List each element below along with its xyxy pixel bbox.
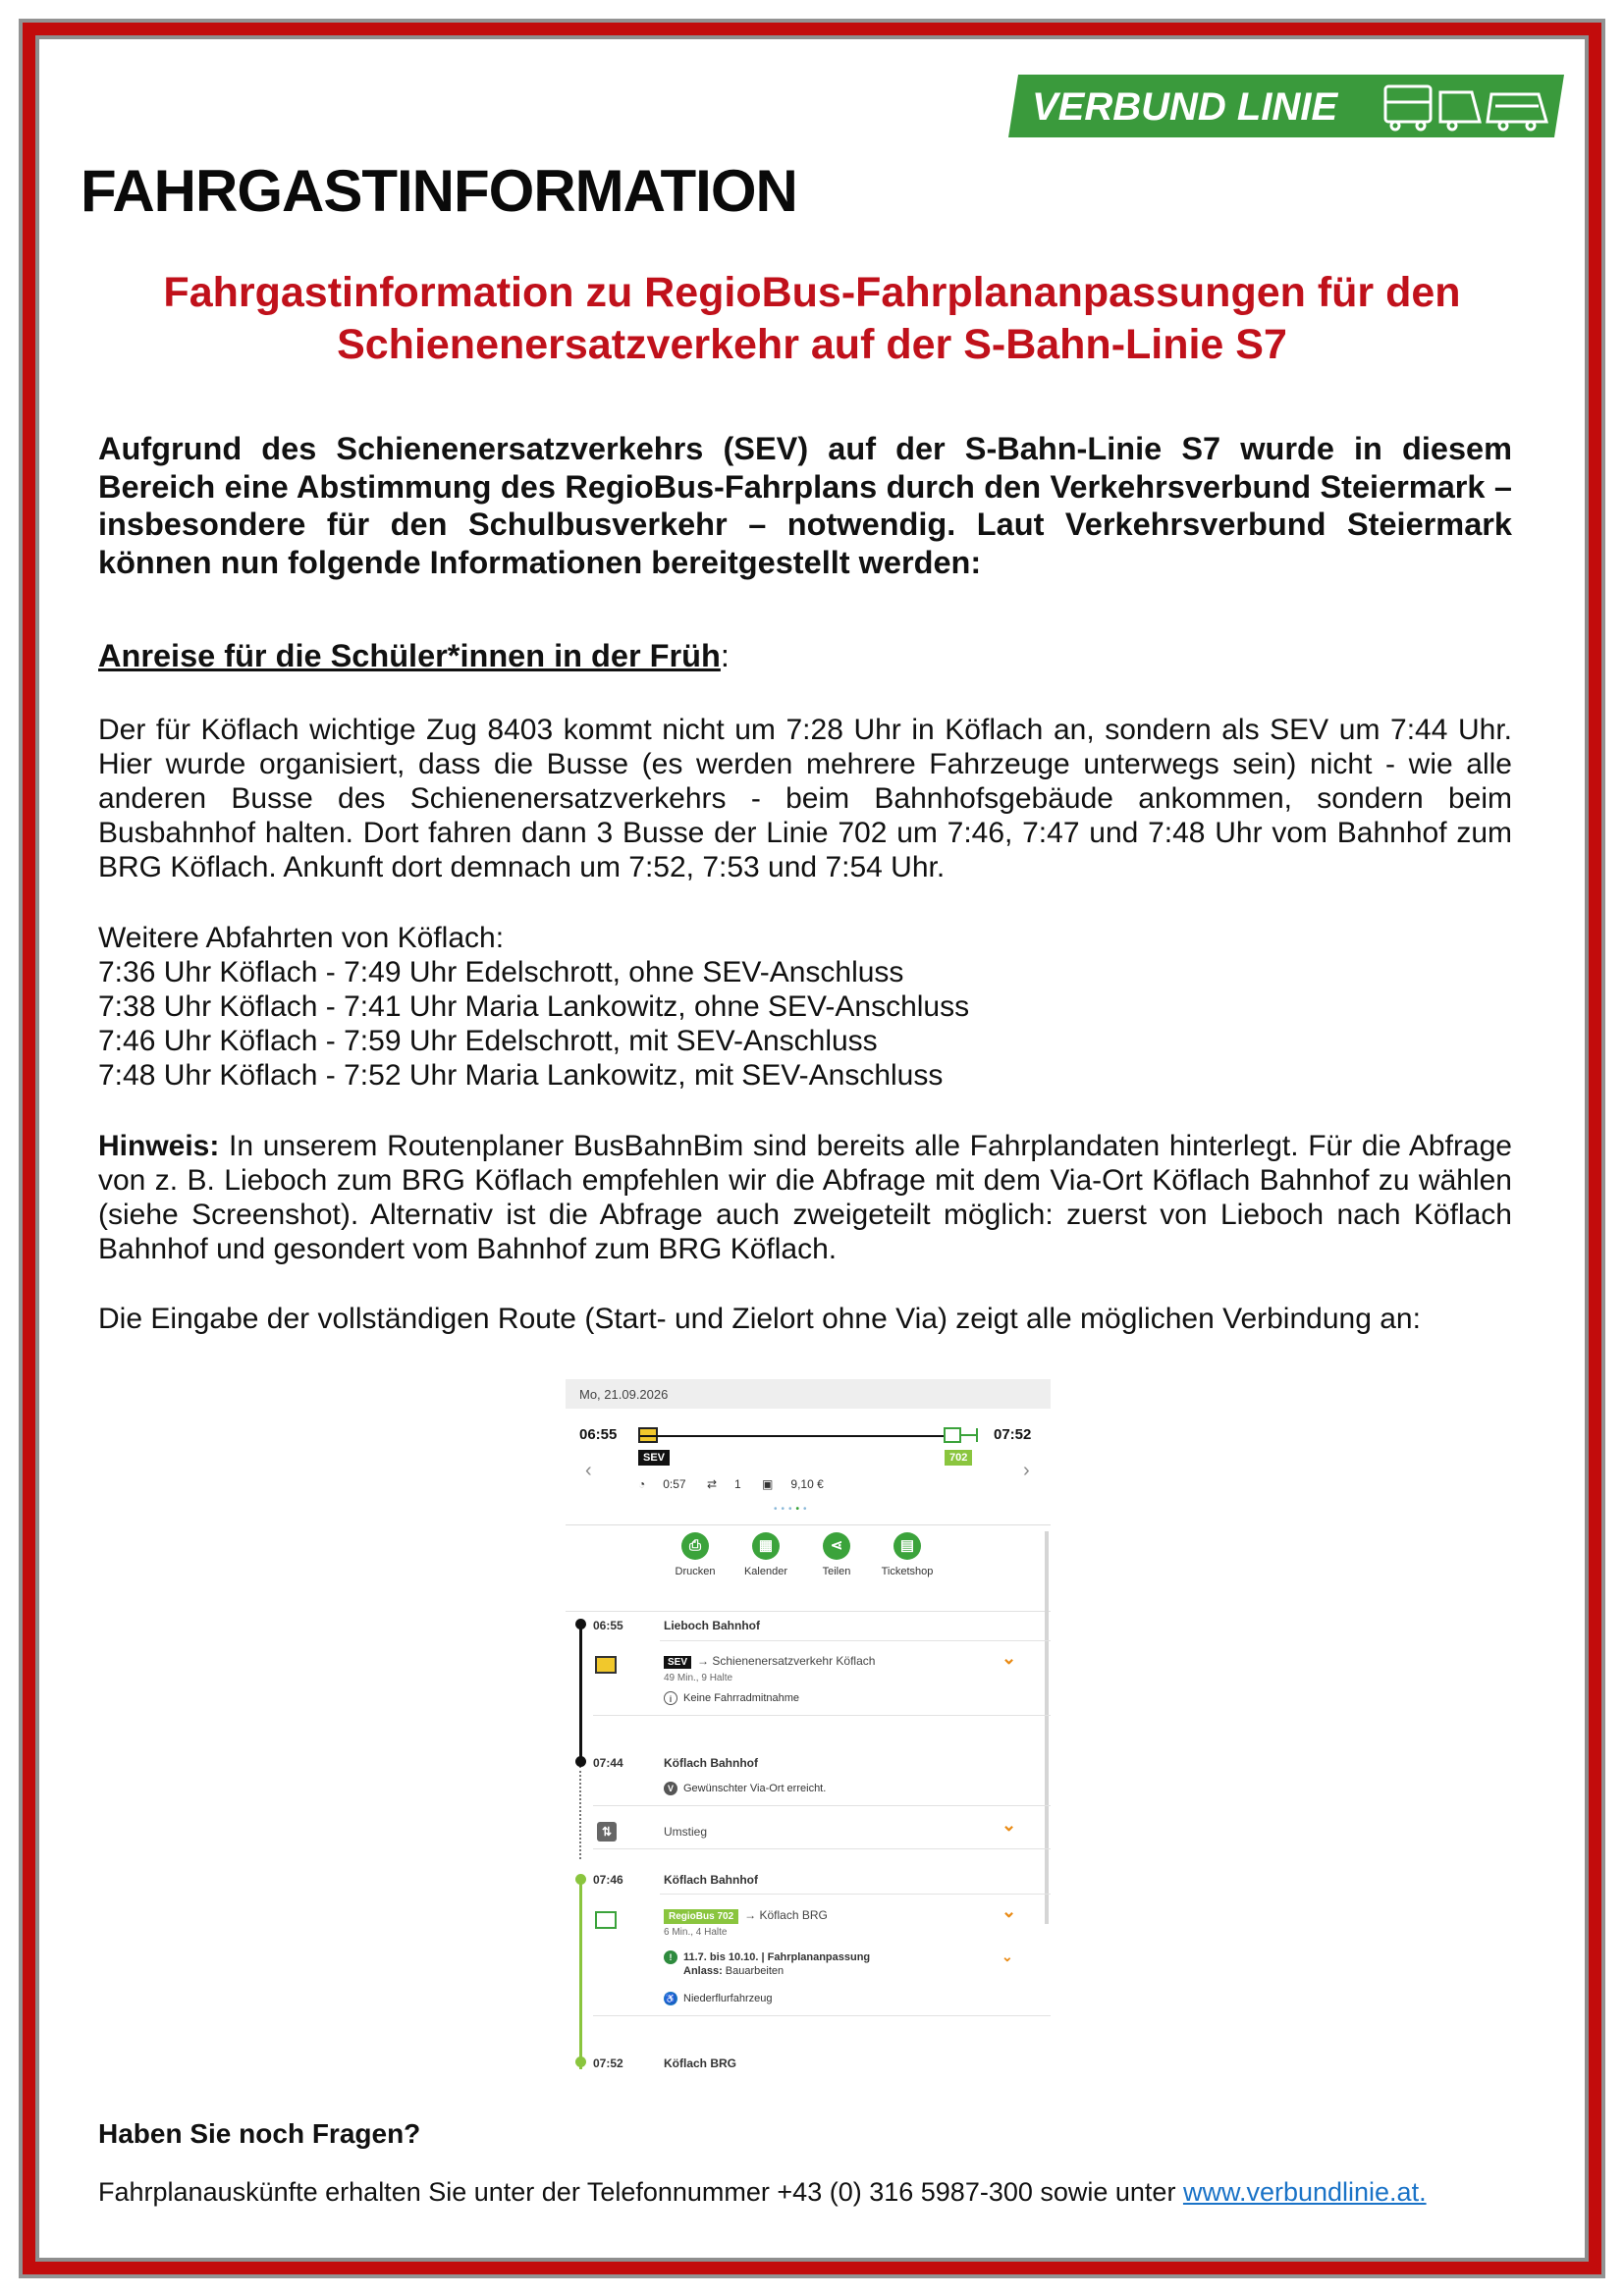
section-heading bbox=[98, 639, 1512, 673]
logo-text: VERBUND LINIE bbox=[1032, 85, 1338, 129]
timeline-rail-sev bbox=[579, 1623, 582, 1764]
departure-item: 7:48 Uhr Köflach - 7:52 Uhr Maria Lankowitz, mit SEV-Anschluss bbox=[98, 1059, 944, 1092]
route-paragraph: Die Eingabe der vollständigen Route (Start- und Zielort ohne Via) zeigt alle möglichen Verbindung an: bbox=[98, 1303, 1421, 1335]
share-icon: ⋖ bbox=[823, 1532, 850, 1560]
lowfloor-note bbox=[664, 1992, 773, 2005]
hint-paragraph bbox=[98, 1129, 1512, 1266]
ticketshop-label: Ticketshop bbox=[881, 1566, 934, 1577]
divider bbox=[566, 1524, 1051, 1525]
timeline-rail-transfer bbox=[579, 1766, 581, 1859]
leg-info: 6 Min., 4 Halte bbox=[664, 1927, 728, 1938]
chevron-down-icon[interactable]: ⌄ bbox=[1001, 1815, 1017, 1835]
leg-arrow-icon: → bbox=[744, 1908, 757, 1922]
previous-connection-icon[interactable]: ‹ bbox=[585, 1460, 592, 1481]
hint-label: Hinweis: bbox=[98, 1130, 220, 1162]
headline: Fahrgastinformation zu RegioBus-Fahrplananpassungen für den Schienenersatzverkehr auf der S-Bahn-Linie S7 bbox=[163, 269, 1461, 368]
leg-regiobus-tag: RegioBus 702 bbox=[664, 1909, 738, 1924]
price: 9,10 € bbox=[790, 1477, 824, 1491]
via-icon: V bbox=[664, 1782, 677, 1795]
stop-node bbox=[575, 2056, 586, 2067]
contact-line bbox=[98, 2175, 1512, 2210]
departure-item: 7:38 Uhr Köflach - 7:41 Uhr Maria Lankowitz, ohne SEV-Anschluss bbox=[98, 990, 970, 1023]
connection-meta bbox=[638, 1477, 841, 1491]
leg-arrow-icon: → bbox=[697, 1654, 710, 1668]
timeline-rail-bus bbox=[579, 1878, 582, 2069]
stop-name: Lieboch Bahnhof bbox=[664, 1619, 760, 1632]
stop-name: Köflach Bahnhof bbox=[664, 1873, 758, 1887]
verbund-linie-logo bbox=[1008, 75, 1564, 137]
stop-name: Köflach Bahnhof bbox=[664, 1756, 758, 1770]
chevron-down-icon[interactable]: ⌄ bbox=[1001, 1648, 1017, 1668]
leg-sev[interactable] bbox=[664, 1654, 875, 1668]
reason-text: Bauarbeiten bbox=[722, 1965, 785, 1977]
leg-destination: Schienenersatzverkehr Köflach bbox=[712, 1654, 876, 1668]
leg-info: 49 Min., 9 Halte bbox=[664, 1673, 733, 1683]
leg-destination: Köflach BRG bbox=[759, 1908, 828, 1922]
connection-date: Mo, 21.09.2026 bbox=[566, 1379, 1051, 1409]
reason-line bbox=[683, 1965, 784, 1977]
pager-dots: ••••• bbox=[774, 1504, 811, 1515]
transfer-icon: ⇅ bbox=[597, 1822, 617, 1842]
timeline-bar bbox=[640, 1435, 954, 1437]
sev-tag: SEV bbox=[638, 1450, 670, 1466]
ticketshop-icon: ▤ bbox=[893, 1532, 921, 1560]
reason-label: Anlass: bbox=[683, 1965, 723, 1977]
regiobus-icon bbox=[595, 1911, 617, 1929]
line-702-tag: 702 bbox=[945, 1450, 972, 1466]
hint-text: In unserem Routenplaner BusBahnBim sind bereits alle Fahrplandaten hinterlegt. Für die Abfrage von z. B. Lieboch zum BRG Köflach empfehlen wir die Abfrage mit dem Via-Ort Köflach Bahnhof zu wählen (siehe Screenshot). Alternativ ist die Abfrage auch zweigeteilt möglich: zuerst von Lieboch nach Köflach Bahnhof und gesondert vom Bahnhof zum BRG Köflach. bbox=[98, 1130, 1512, 1265]
schedule-notice[interactable] bbox=[664, 1950, 870, 1964]
lowfloor-note-text: Niederflurfahrzeug bbox=[683, 1992, 773, 2004]
divider bbox=[593, 2015, 1051, 2016]
arrival-time: 07:52 bbox=[994, 1426, 1032, 1443]
print-button[interactable] bbox=[664, 1532, 727, 1577]
action-bar bbox=[664, 1532, 958, 1591]
leg-sev-tag: SEV bbox=[664, 1656, 691, 1669]
stop-node bbox=[575, 1756, 586, 1767]
section-heading-text: Anreise für die Schüler*innen in der Früh bbox=[98, 638, 721, 673]
share-button[interactable] bbox=[805, 1532, 868, 1577]
timeline-end-cap bbox=[976, 1428, 978, 1442]
departure-item: 7:46 Uhr Köflach - 7:59 Uhr Edelschrott, mit SEV-Anschluss bbox=[98, 1025, 878, 1057]
stop-node bbox=[575, 1619, 586, 1629]
bike-note bbox=[664, 1691, 799, 1705]
divider bbox=[593, 1848, 1051, 1849]
stop-time: 07:44 bbox=[593, 1756, 623, 1770]
divider bbox=[593, 1805, 1051, 1806]
paragraph-arrival: Der für Köflach wichtige Zug 8403 kommt nicht um 7:28 Uhr in Köflach an, sondern als SEV um 7:44 Uhr. Hier wurde organisiert, dass die Busse (es werden mehrere Fahrzeuge unterwegs sein) nicht - wie alle anderen Busse des Schienenersatzverkehrs - beim Bahnhofsgebäude ankommen, sondern beim Busbahnhof halten. Dort fahren dann 3 Busse der Linie 702 um 7:46, 7:47 und 7:48 Uhr vom Bahnhof zum BRG Köflach. Ankunft dort demnach um 7:52, 7:53 und 7:54 Uhr. bbox=[98, 714, 1512, 883]
next-connection-icon[interactable]: › bbox=[1023, 1460, 1030, 1481]
calendar-label: Kalender bbox=[743, 1566, 788, 1577]
share-label: Teilen bbox=[822, 1566, 851, 1577]
price-icon: ▣ bbox=[762, 1477, 774, 1491]
bike-note-text: Keine Fahrradmitnahme bbox=[683, 1691, 800, 1704]
document-title: FAHRGASTINFORMATION bbox=[81, 158, 797, 224]
stop-time: 07:46 bbox=[593, 1873, 623, 1887]
stop-node bbox=[575, 1874, 586, 1885]
calendar-button[interactable] bbox=[734, 1532, 797, 1577]
schedule-notice-text: 11.7. bis 10.10. | Fahrplananpassung bbox=[683, 1950, 871, 1963]
stop-name: Köflach BRG bbox=[664, 2056, 737, 2070]
ticketshop-button[interactable] bbox=[876, 1532, 939, 1577]
departure-item: 7:36 Uhr Köflach - 7:49 Uhr Edelschrott, ohne SEV-Anschluss bbox=[98, 956, 904, 988]
section-heading-colon: : bbox=[720, 638, 730, 673]
departures-block bbox=[98, 921, 1512, 1093]
route-planner-screenshot bbox=[566, 1379, 1051, 2076]
chevron-down-icon[interactable]: ⌄ bbox=[1001, 1901, 1017, 1921]
leg-regiobus[interactable] bbox=[664, 1908, 828, 1922]
divider bbox=[566, 1611, 1051, 1612]
contact-text: Fahrplanauskünfte erhalten Sie unter der Telefonnummer +43 (0) 316 5987-300 sowie unter bbox=[98, 2177, 1183, 2207]
departures-heading: Weitere Abfahrten von Köflach: bbox=[98, 922, 505, 954]
calendar-icon: ▦ bbox=[752, 1532, 780, 1560]
timeline-end-line bbox=[960, 1434, 976, 1436]
transfer-label: Umstieg bbox=[664, 1825, 708, 1839]
scrollbar[interactable] bbox=[1045, 1531, 1049, 1924]
print-label: Drucken bbox=[675, 1566, 716, 1577]
duration-icon: ◔ bbox=[638, 1477, 646, 1491]
website-link[interactable]: www.verbundlinie.at. bbox=[1182, 2177, 1427, 2207]
accessibility-icon: ♿ bbox=[665, 1994, 677, 2003]
transfers: 1 bbox=[734, 1477, 741, 1491]
duration: 0:57 bbox=[663, 1477, 686, 1491]
print-icon: ⎙ bbox=[681, 1532, 709, 1560]
sev-bus-icon bbox=[595, 1656, 617, 1674]
intro-paragraph: Aufgrund des Schienenersatzverkehrs (SEV) auf der S-Bahn-Linie S7 wurde in diesem Bereich eine Abstimmung des RegioBus-Fahrplans durch den Verkehrsverbund Steiermark – insbesondere für den Schulbusverkehr – notwendig. Laut Verkehrsverbund Steiermark können nun folgende Informationen bereitgestellt werden: bbox=[98, 431, 1512, 580]
info-icon: i bbox=[664, 1691, 677, 1705]
divider bbox=[593, 1715, 1051, 1716]
chevron-down-icon[interactable]: ⌄ bbox=[1001, 1949, 1013, 1964]
stop-time: 06:55 bbox=[593, 1619, 623, 1632]
divider bbox=[660, 1640, 1051, 1641]
departure-time: 06:55 bbox=[579, 1426, 618, 1443]
transfer-icon: ⇄ bbox=[706, 1477, 718, 1491]
regiobus-icon bbox=[944, 1427, 961, 1443]
questions-heading: Haben Sie noch Fragen? bbox=[98, 2118, 421, 2149]
stop-time: 07:52 bbox=[593, 2056, 623, 2070]
divider bbox=[660, 1894, 1051, 1895]
notice-icon: ! bbox=[664, 1950, 677, 1964]
via-note bbox=[664, 1782, 826, 1795]
via-note-text: Gewünschter Via-Ort erreicht. bbox=[683, 1782, 827, 1794]
